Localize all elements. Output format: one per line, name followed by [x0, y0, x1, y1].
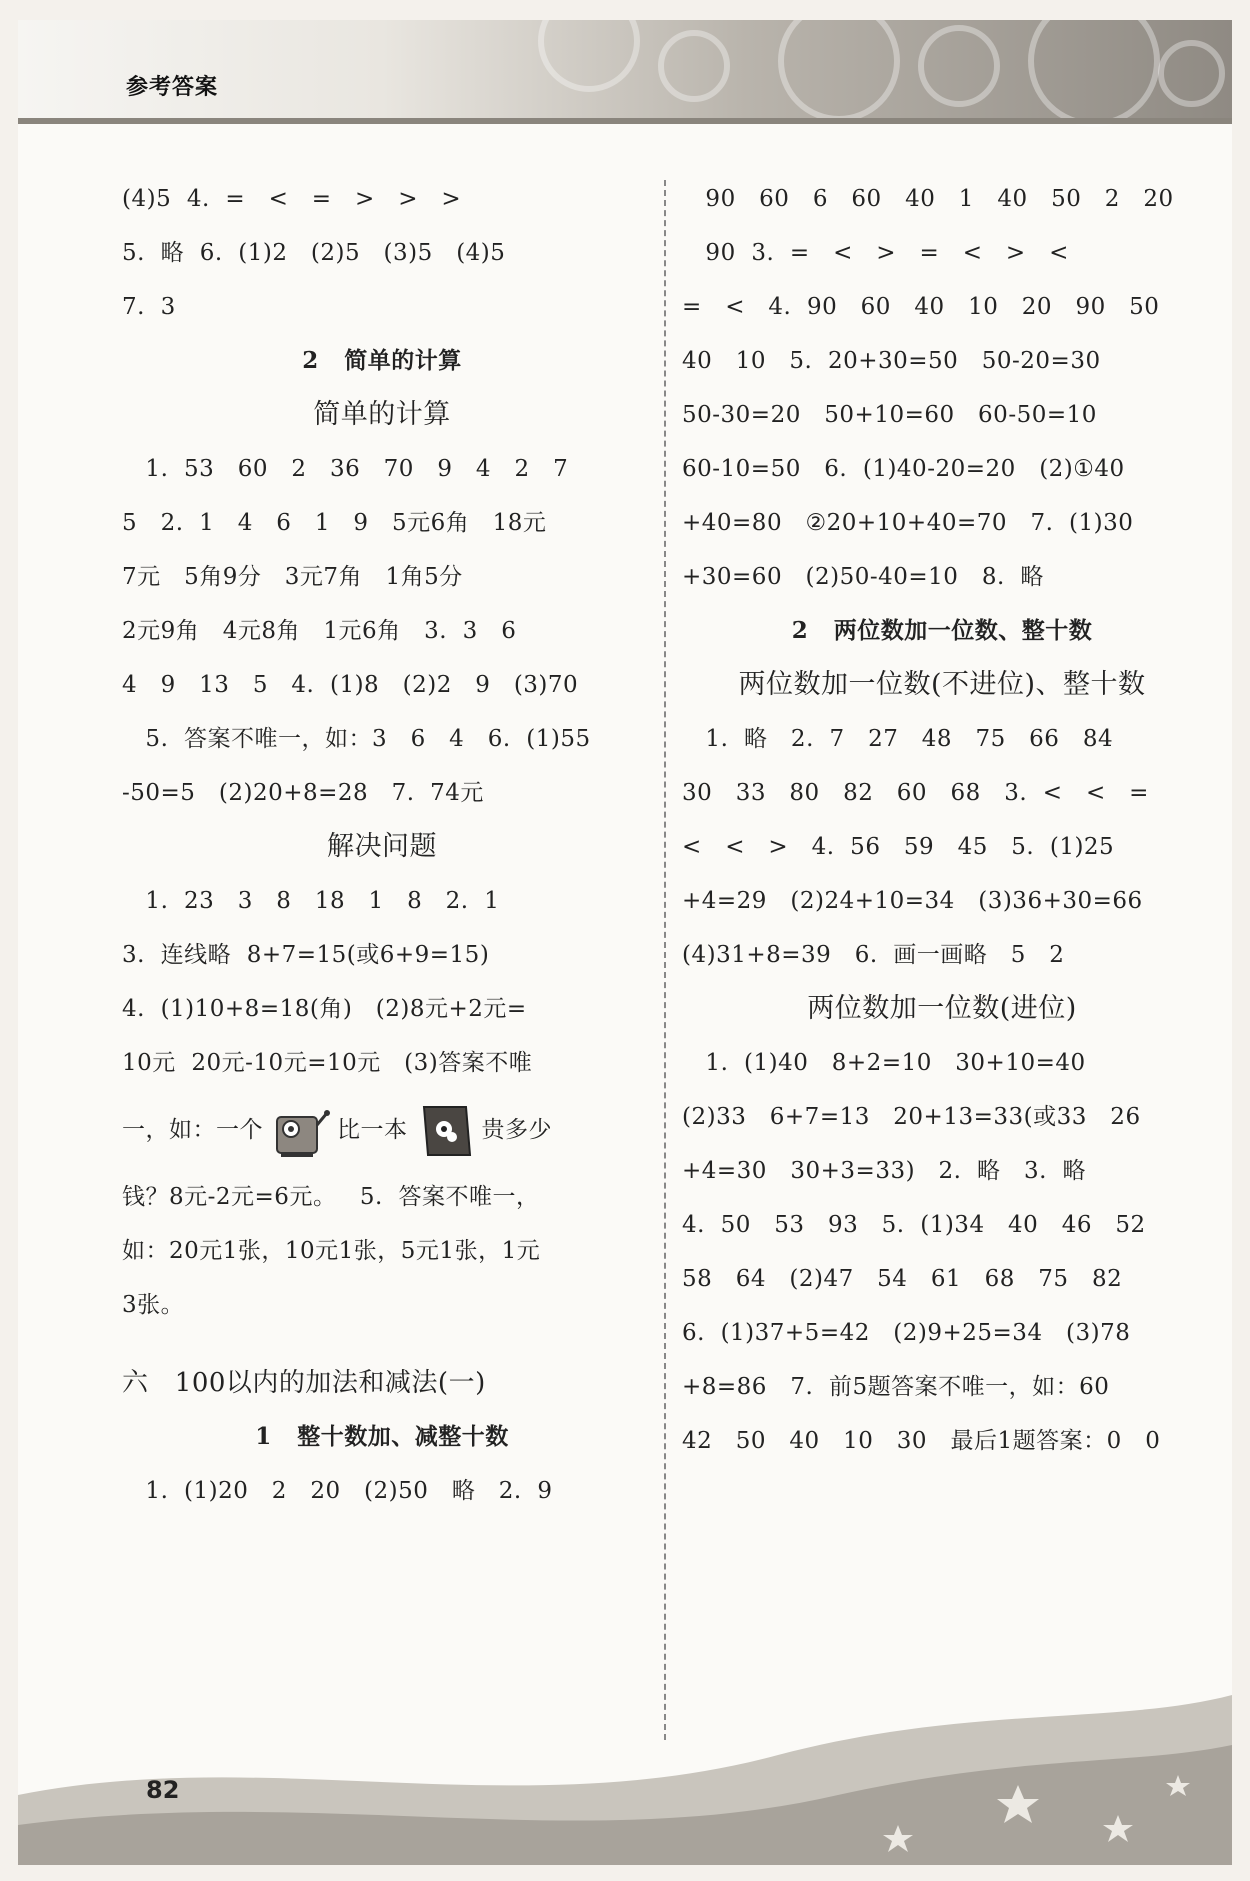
right-answer-line: 2 两位数加一位数、整十数: [791, 617, 1093, 644]
column-divider: [664, 180, 666, 1740]
left-answer-line: 钱？8元-2元=6元。 5. 答案不唯一，: [122, 1184, 540, 1210]
left-answer-line-with-icons: [122, 1090, 642, 1170]
right-answer-line: +40=80 ②20+10+40=70 7. (1)30: [682, 510, 1134, 536]
right-answer-line: (4)31+8=39 6. 画一画略 5 2: [682, 942, 1065, 968]
right-answer-line: 50-30=20 50+10=60 60-50=10: [682, 402, 1097, 428]
right-answer-line: 6. (1)37+5=42 (2)9+25=34 (3)78: [682, 1320, 1131, 1346]
left-answer-line: [122, 1332, 642, 1356]
left-answer-line: 1 整十数加、减整十数: [255, 1423, 509, 1450]
left-answer-line: -50=5 (2)20+8=28 7. 74元: [122, 780, 484, 806]
right-answer-line: 30 33 80 82 60 68 3. < < =: [682, 780, 1149, 806]
left-answer-line: 如：20元1张，10元1张，5元1张，1元: [122, 1238, 541, 1264]
left-answer-line: 7. 3: [122, 294, 176, 320]
footer-decoration: [18, 1665, 1232, 1865]
left-answer-line: (4)5 4. = < = > > >: [122, 186, 462, 212]
right-answer-line: 4. 50 53 93 5. (1)34 40 46 52: [682, 1212, 1146, 1238]
header-divider: [18, 118, 1232, 124]
right-answer-line: +4=29 (2)24+10=34 (3)36+30=66: [682, 888, 1143, 914]
left-answer-line: 六 100以内的加法和减法(一): [122, 1368, 486, 1398]
left-answer-line: 1. 53 60 2 36 70 9 4 2 7: [122, 456, 569, 482]
right-answer-line: +8=86 7. 前5题答案不唯一，如：60: [682, 1374, 1110, 1400]
left-column: [122, 172, 642, 1518]
right-answer-line: 两位数加一位数(进位): [807, 993, 1077, 1024]
left-answer-line: 3. 连线略 8+7=15(或6+9=15): [122, 942, 490, 968]
icon-line-middle: 比一本: [337, 1117, 408, 1143]
left-answer-line: 1. 23 3 8 18 1 8 2. 1: [122, 888, 500, 914]
icon-line-after: 贵多少: [481, 1117, 552, 1143]
left-answer-line: 2 简单的计算: [302, 347, 462, 374]
left-answer-line: 4 9 13 5 4. (1)8 (2)2 9 (3)70: [122, 672, 579, 698]
icon-line-before: 一，如：一个: [122, 1117, 263, 1143]
left-answer-line: 4. (1)10+8=18(角) (2)8元+2元=: [122, 996, 527, 1022]
right-answer-line: 90 3. = < > = < > <: [682, 240, 1069, 266]
left-answer-line: 5 2. 1 4 6 1 9 5元6角 18元: [122, 510, 547, 536]
right-answer-line: 1. (1)40 8+2=10 30+10=40: [682, 1050, 1086, 1076]
left-answer-line: 1. (1)20 2 20 (2)50 略 2. 9: [122, 1478, 553, 1504]
page-header-title: 参考答案: [126, 75, 219, 100]
left-answer-line: 10元 20元-10元=10元 (3)答案不唯: [122, 1050, 533, 1076]
page-number: 82: [146, 1776, 180, 1804]
right-answer-line: 40 10 5. 20+30=50 50-20=30: [682, 348, 1101, 374]
left-answer-line: 5. 略 6. (1)2 (2)5 (3)5 (4)5: [122, 240, 506, 266]
left-answer-line: 简单的计算: [313, 399, 451, 430]
right-answer-line: 60-10=50 6. (1)40-20=20 (2)①40: [682, 456, 1125, 482]
right-answer-line: 90 60 6 60 40 1 40 50 2 20: [682, 186, 1174, 212]
right-answer-line: 42 50 40 10 30 最后1题答案：0 0: [682, 1428, 1161, 1454]
right-answer-line: 两位数加一位数(不进位)、整十数: [738, 669, 1146, 700]
answer-page: [18, 20, 1232, 1865]
right-answer-line: +30=60 (2)50-40=10 8. 略: [682, 564, 1044, 590]
left-answer-line: 5. 答案不唯一，如：3 6 4 6. (1)55: [122, 726, 591, 752]
right-column: [682, 172, 1202, 1468]
right-answer-line: < < > 4. 56 59 45 5. (1)25: [682, 834, 1115, 860]
left-answer-line: 7元 5角9分 3元7角 1角5分: [122, 564, 463, 590]
right-answer-line: 58 64 (2)47 54 61 68 75 82: [682, 1266, 1123, 1292]
right-answer-line: = < 4. 90 60 40 10 20 90 50: [682, 294, 1160, 320]
notebook-icon: [414, 1103, 476, 1159]
left-answer-line: 2元9角 4元8角 1元6角 3. 3 6: [122, 618, 517, 644]
left-answer-line: 解决问题: [327, 831, 437, 862]
pencil-sharpener-icon: [269, 1103, 331, 1159]
right-answer-line: 1. 略 2. 7 27 48 75 66 84: [682, 726, 1114, 752]
right-answer-line: +4=30 30+3=33) 2. 略 3. 略: [682, 1158, 1087, 1184]
left-answer-line: 3张。: [122, 1292, 185, 1318]
right-answer-line: (2)33 6+7=13 20+13=33(或33 26: [682, 1104, 1141, 1130]
